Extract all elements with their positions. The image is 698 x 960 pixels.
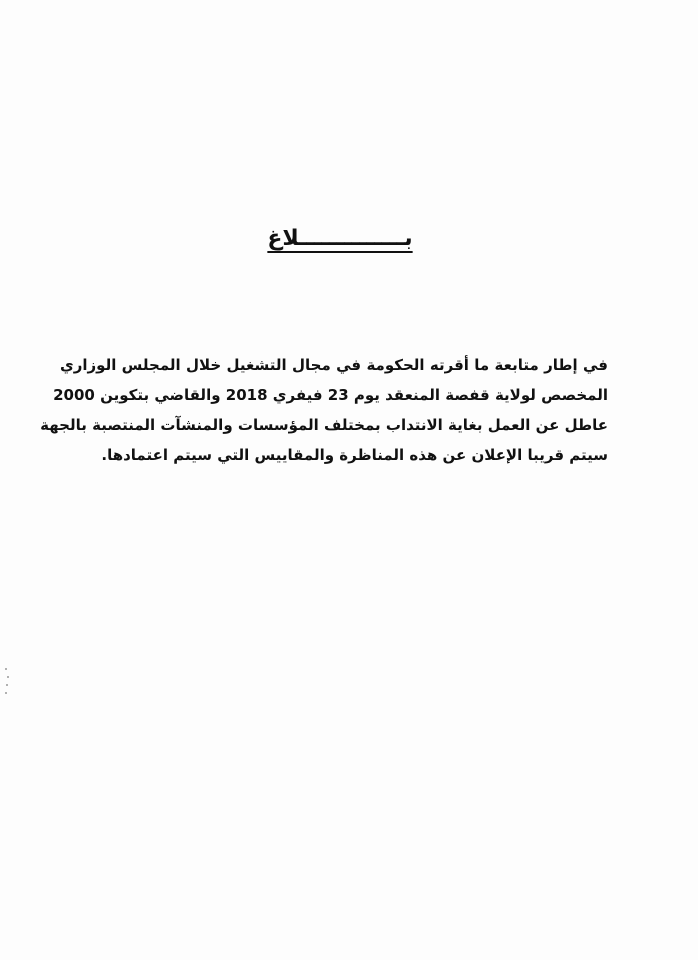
document-title: بــــــــــــــلاغ [267,226,413,251]
document-body [40,350,608,470]
body-line: عاطل عن العمل بغاية الانتداب بمختلف المؤسسات والمنشآت المنتصبة بالجهة [40,416,608,434]
body-line: سيتم قريبا الإعلان عن هذه المناظرة والمقاييس التي سيتم اعتمادها. [101,446,608,464]
body-line: المخصص لولاية قفصة المنعقد يوم 23 فيفري 2018 والقاضي بتكوين 2000 [53,386,608,404]
body-line: في إطار متابعة ما أقرته الحكومة في مجال التشغيل خلال المجلس الوزاري [60,356,608,374]
scan-margin-specks [4,668,10,698]
